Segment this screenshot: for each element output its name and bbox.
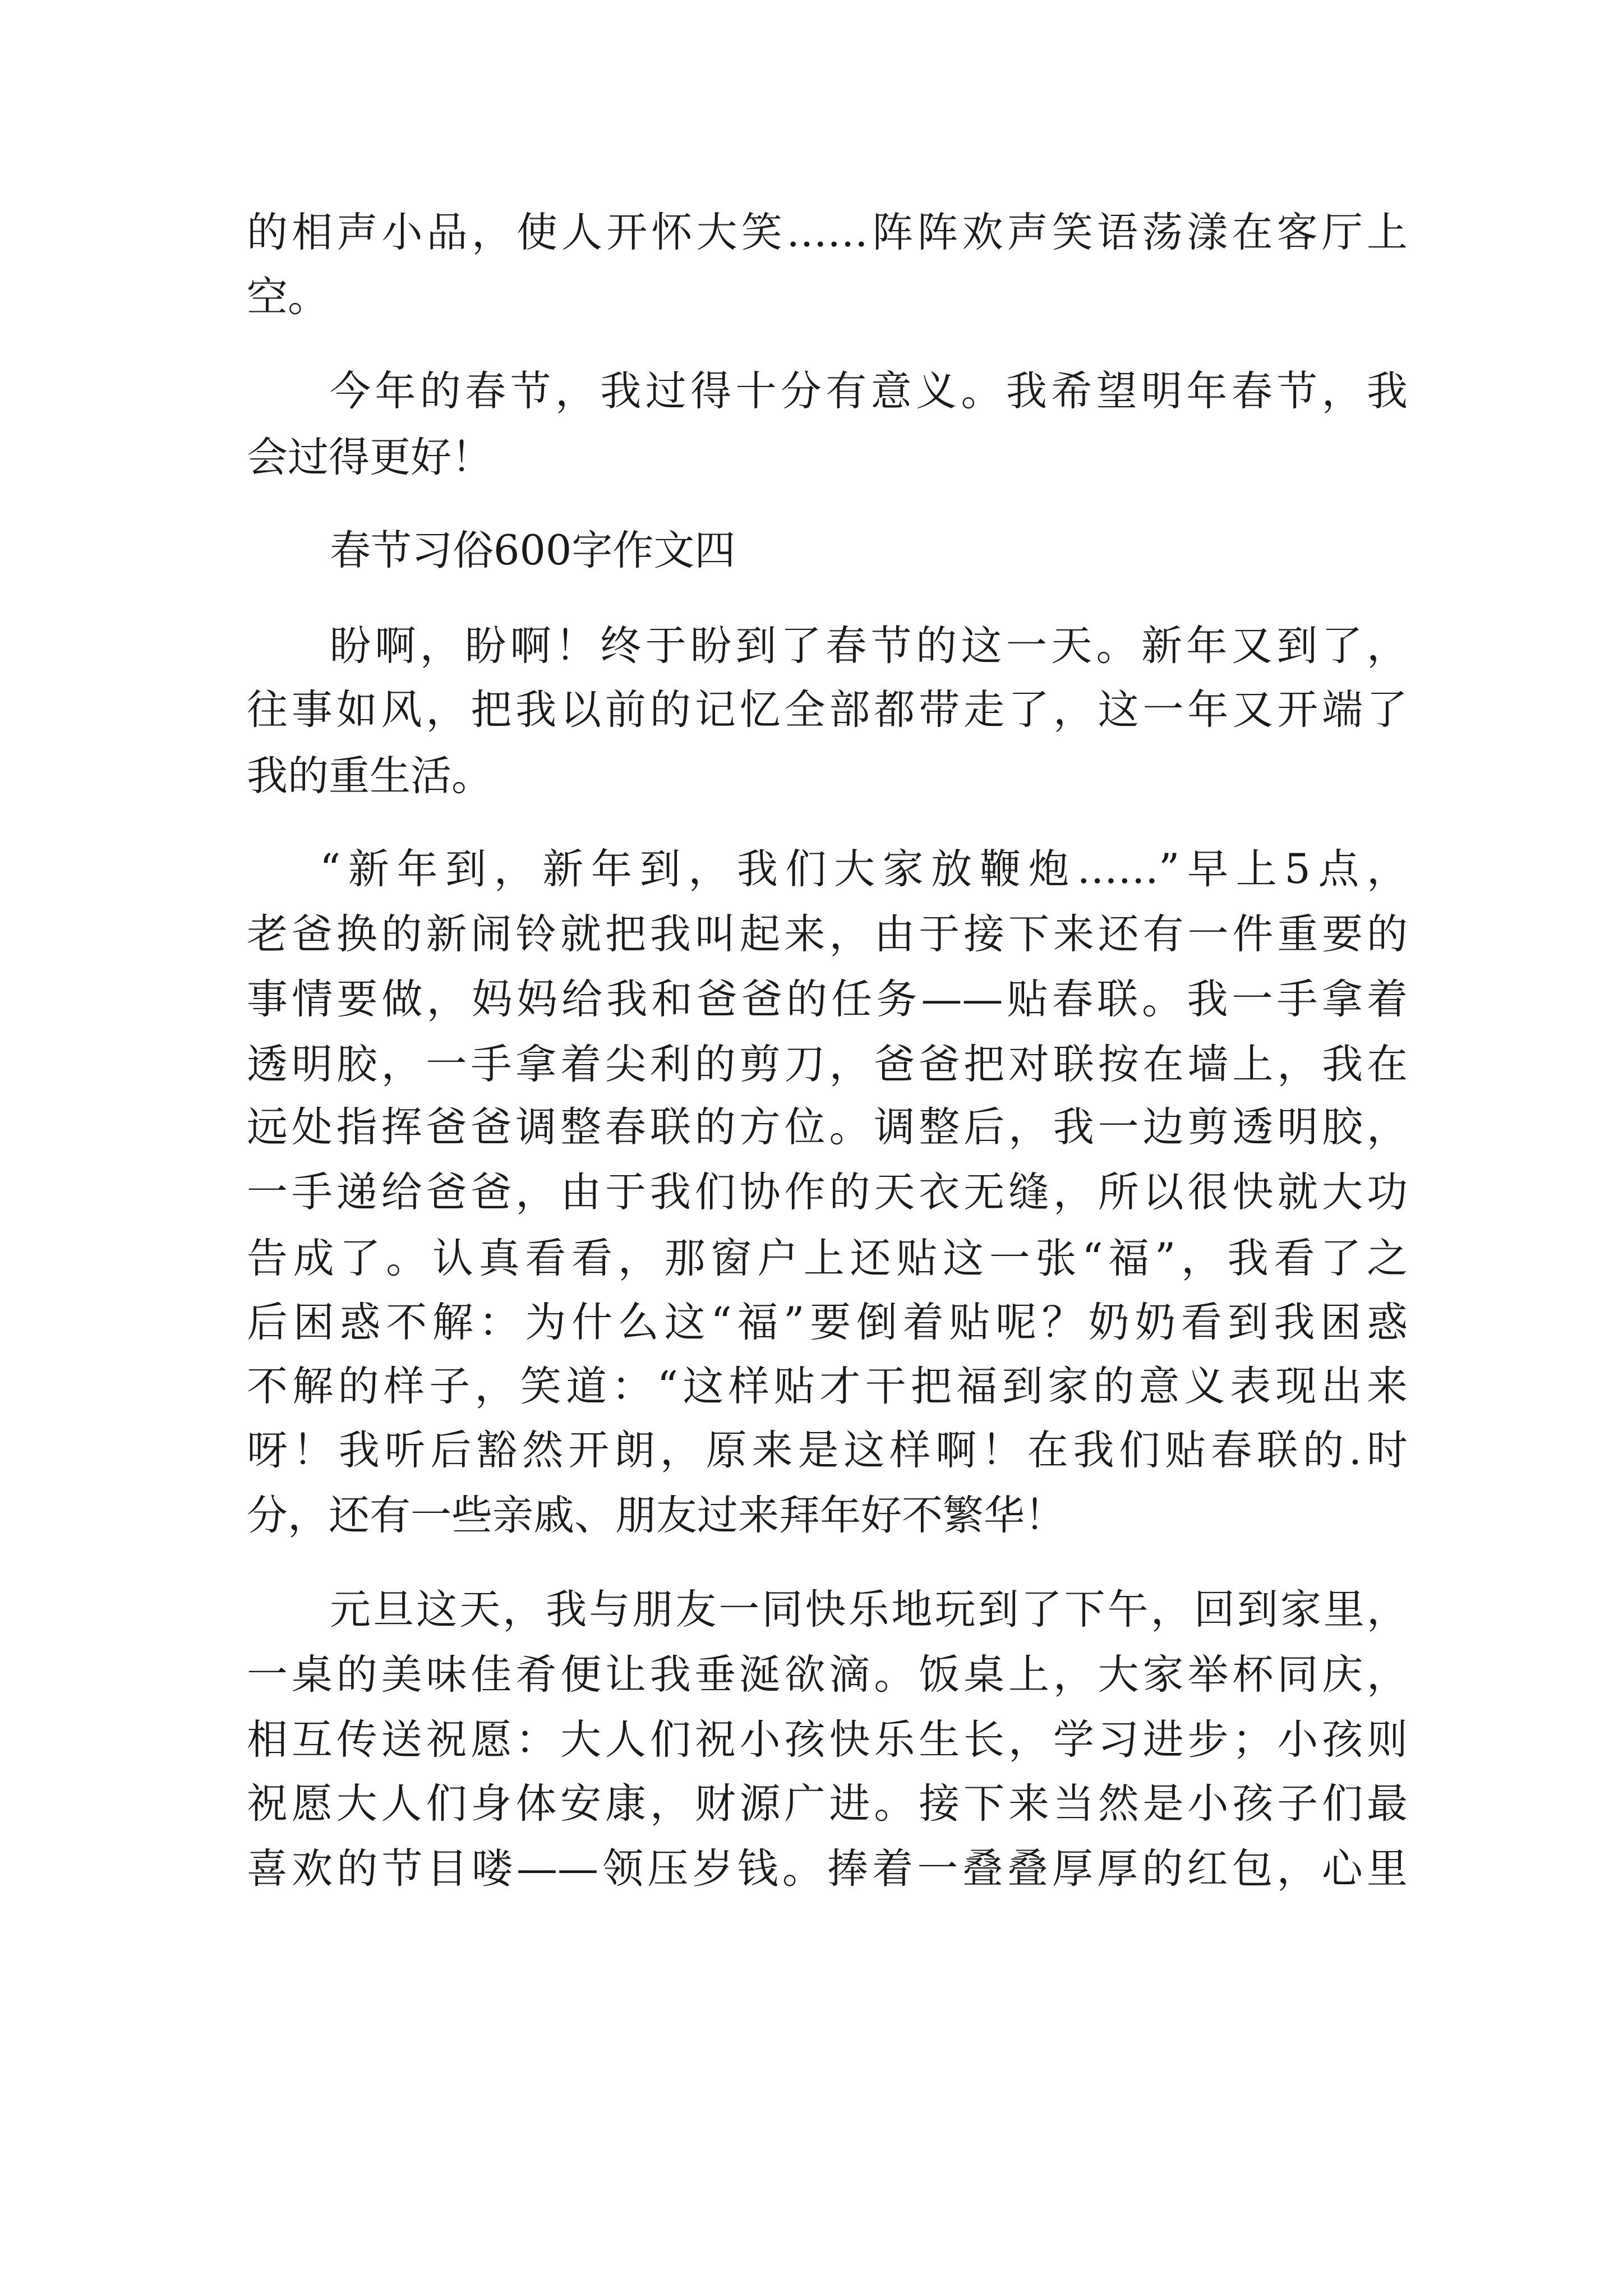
text-line: 远处指挥爸爸调整春联的方位。调整后，我一边剪透明胶，	[247, 1103, 1408, 1151]
text-line: 后困惑不解：为什么这“福”要倒着贴呢？奶奶看到我困惑	[247, 1299, 1408, 1346]
text-line: 呀！我听后豁然开朗，原来是这样啊！在我们贴春联的.时	[247, 1427, 1408, 1474]
text-line: 的相声小品，使人开怀大笑……阵阵欢声笑语荡漾在客厅上	[247, 209, 1408, 256]
text-line: 一桌的美味佳肴便让我垂涎欲滴。饭桌上，大家举杯同庆，	[247, 1651, 1408, 1699]
text-line: “新年到，新年到，我们大家放鞭炮……”早上5点，	[320, 845, 1408, 893]
text-line: 透明胶，一手拿着尖利的剪刀，爸爸把对联按在墙上，我在	[247, 1041, 1408, 1088]
section-heading: 春节习俗600字作文四	[330, 527, 736, 574]
text-line: 往事如风，把我以前的记忆全部都带走了，这一年又开端了	[247, 686, 1408, 734]
text-line: 相互传送祝愿：大人们祝小孩快乐生长，学习进步；小孩则	[247, 1716, 1408, 1764]
text-line: 我的重生活。	[247, 752, 492, 800]
text-line: 分，还有一些亲戚、朋友过来拜年好不繁华！	[247, 1492, 1066, 1539]
text-line: 元旦这天，我与朋友一同快乐地玩到了下午，回到家里，	[330, 1586, 1408, 1634]
text-line: 空。	[247, 273, 329, 321]
text-line: 今年的春节，我过得十分有意义。我希望明年春节，我	[330, 367, 1408, 415]
text-line: 盼啊，盼啊！终于盼到了春节的这一天。新年又到了，	[330, 622, 1408, 670]
text-line: 不解的样子，笑道：“这样贴才干把福到家的意义表现出来	[247, 1363, 1408, 1410]
text-line: 老爸换的新闹铃就把我叫起来，由于接下来还有一件重要的	[247, 910, 1408, 958]
text-line: 喜欢的节目喽——领压岁钱。捧着一叠叠厚厚的红包，心里	[247, 1845, 1408, 1893]
text-line: 事情要做，妈妈给我和爸爸的任务——贴春联。我一手拿着	[247, 976, 1408, 1023]
text-line: 一手递给爸爸，由于我们协作的天衣无缝，所以很快就大功	[247, 1168, 1408, 1216]
text-line: 会过得更好！	[247, 434, 492, 481]
text-line: 祝愿大人们身体安康，财源广进。接下来当然是小孩子们最	[247, 1780, 1408, 1828]
text-line: 告成了。认真看看，那窗户上还贴这一张“福”，我看了之	[247, 1235, 1408, 1282]
